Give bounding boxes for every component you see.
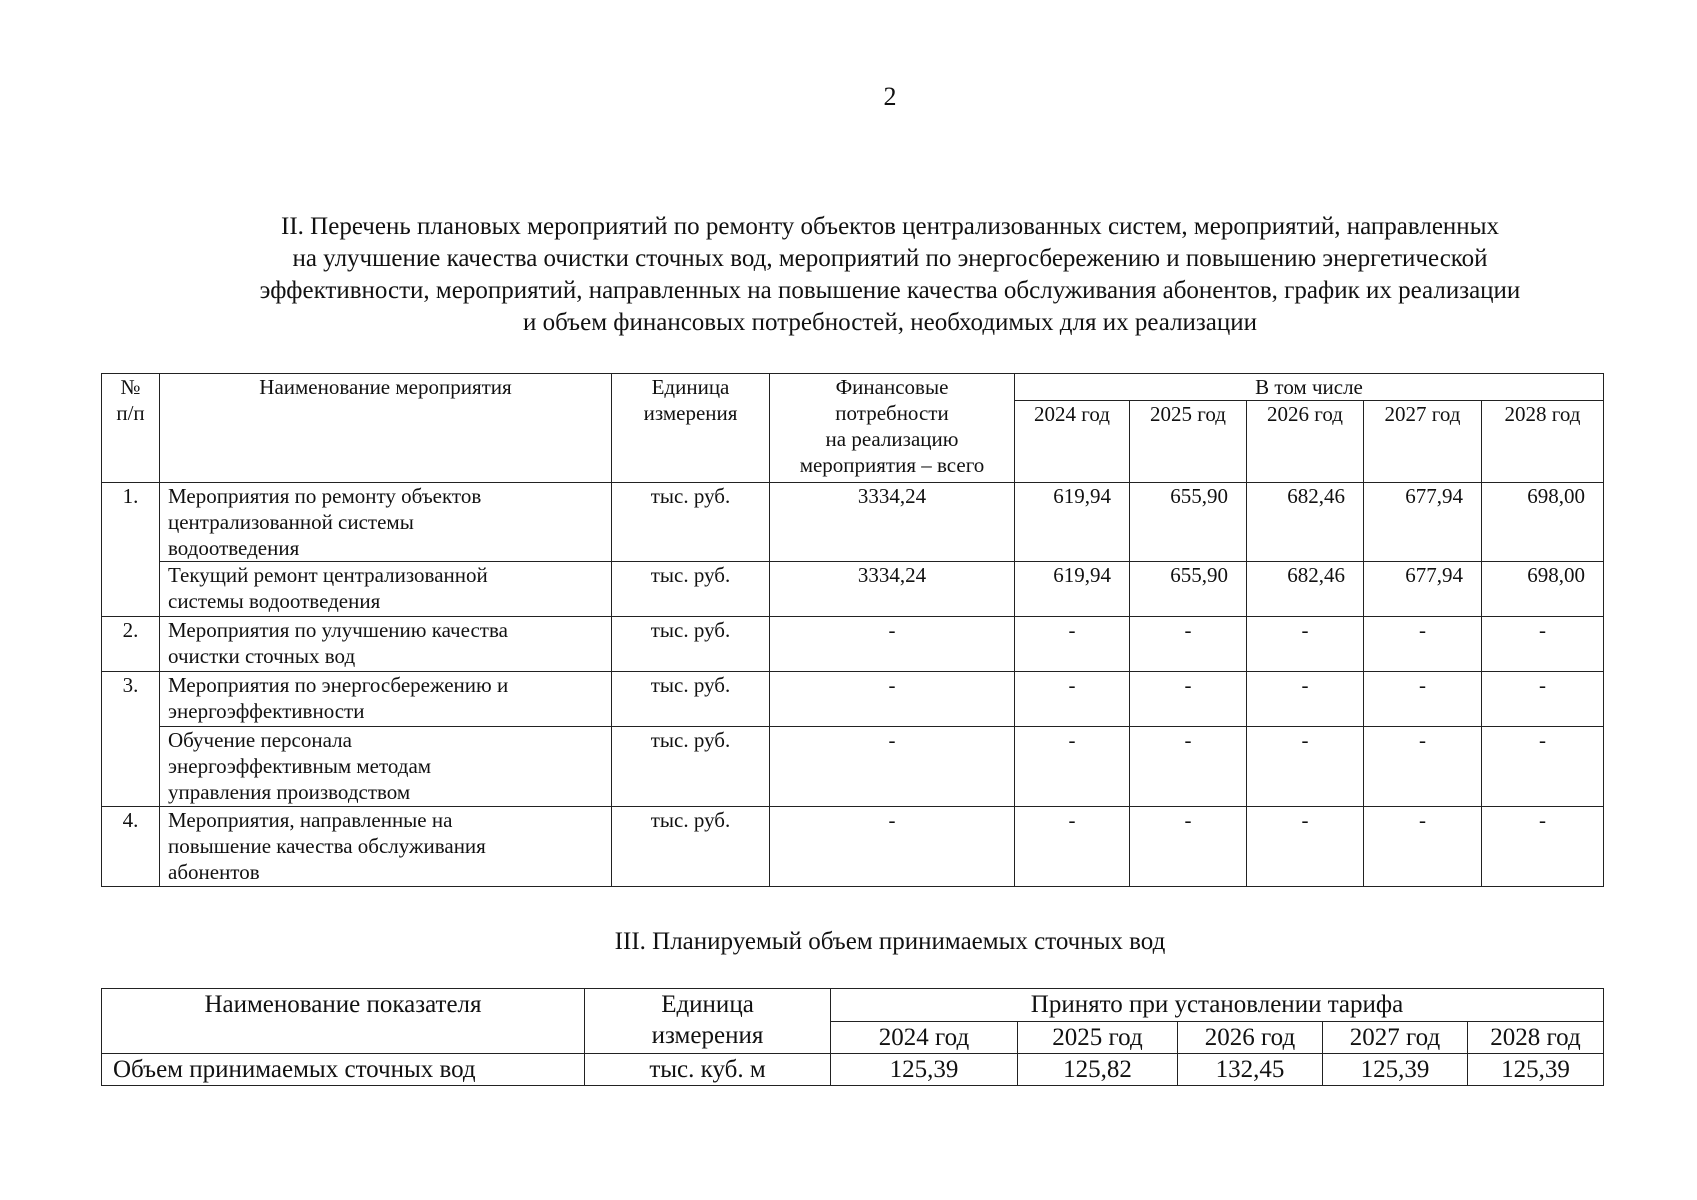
row-total: 3334,24 — [770, 562, 1015, 617]
row-num: 3. — [102, 672, 160, 807]
table-row — [102, 617, 1604, 672]
row-year-value: - — [1364, 727, 1482, 807]
row-unit: тыс. руб. — [612, 483, 770, 562]
row-year-value: 698,00 — [1482, 483, 1604, 562]
header-year: 2026 год — [1247, 401, 1364, 483]
header-year: 2027 год — [1323, 1022, 1468, 1054]
wastewater-volume-table — [101, 988, 1604, 1086]
header-including: В том числе — [1015, 374, 1604, 401]
row-year-value: - — [1130, 672, 1247, 727]
row-year-value: - — [1130, 727, 1247, 807]
row-year-value: 655,90 — [1130, 562, 1247, 617]
row-year-value: - — [1364, 807, 1482, 887]
header-unit-line: измерения — [643, 401, 738, 425]
table-row — [102, 727, 1604, 807]
table-row — [102, 483, 1604, 562]
header-year: 2024 год — [831, 1022, 1018, 1054]
row-total: - — [770, 672, 1015, 727]
row-value: 125,39 — [1323, 1054, 1468, 1086]
row-year-value: - — [1482, 672, 1604, 727]
row-year-value: - — [1015, 727, 1130, 807]
row-total: - — [770, 807, 1015, 887]
header-fin-line: Финансовые — [835, 375, 949, 399]
header-year: 2028 год — [1468, 1022, 1604, 1054]
header-unit — [585, 989, 831, 1054]
row-year-value: - — [1247, 672, 1364, 727]
row-name-line: управления производством — [168, 780, 411, 804]
header-indicator: Наименование показателя — [102, 989, 585, 1054]
row-unit: тыс. куб. м — [585, 1054, 831, 1086]
row-name-line: водоотведения — [168, 536, 300, 560]
row-year-value: - — [1130, 807, 1247, 887]
header-unit-line: Единица — [661, 991, 754, 1018]
row-name-line: повышение качества обслуживания — [168, 834, 486, 858]
row-year-value: - — [1247, 807, 1364, 887]
row-year-value: 682,46 — [1247, 562, 1364, 617]
header-unit-line: Единица — [651, 375, 730, 399]
row-year-value: - — [1015, 617, 1130, 672]
row-name — [160, 807, 612, 887]
row-year-value: 677,94 — [1364, 562, 1482, 617]
row-total: - — [770, 727, 1015, 807]
section3-title: III. Планируемый объем принимаемых сточных вод — [614, 928, 1166, 955]
row-name-line: Мероприятия, направленные на — [168, 808, 453, 832]
header-year: 2027 год — [1364, 401, 1482, 483]
table-row — [102, 807, 1604, 887]
header-year: 2028 год — [1482, 401, 1604, 483]
row-name — [160, 562, 612, 617]
header-num-line: № — [120, 375, 141, 399]
row-year-value: 655,90 — [1130, 483, 1247, 562]
header-year: 2025 год — [1130, 401, 1247, 483]
row-num: 4. — [102, 807, 160, 887]
title-line: эффективности, мероприятий, направленных на повышение качества обслуживания абонентов, график их реализации — [259, 277, 1521, 304]
row-name-line: Мероприятия по энергосбережению и — [168, 673, 509, 697]
header-year: 2025 год — [1018, 1022, 1178, 1054]
header-fin-line: мероприятия – всего — [799, 453, 985, 477]
title-line: и объем финансовых потребностей, необходимых для их реализации — [522, 309, 1258, 336]
row-name-line: системы водоотведения — [168, 589, 381, 613]
row-year-value: 619,94 — [1015, 562, 1130, 617]
title-line: на улучшение качества очистки сточных вод, мероприятий по энергосбережению и повышению энергетической — [292, 245, 1488, 272]
row-year-value: - — [1015, 807, 1130, 887]
row-name-line: энергоэффективности — [168, 699, 365, 723]
row-unit: тыс. руб. — [612, 672, 770, 727]
row-name-line: абонентов — [168, 860, 260, 884]
row-name-line: Мероприятия по ремонту объектов — [168, 484, 482, 508]
activities-table — [101, 373, 1604, 887]
row-total: 3334,24 — [770, 483, 1015, 562]
header-num-line: п/п — [116, 401, 145, 425]
row-num: 2. — [102, 617, 160, 672]
section2-title — [100, 211, 1680, 339]
row-year-value: - — [1130, 617, 1247, 672]
header-fin-line: на реализацию — [825, 427, 959, 451]
row-num: 1. — [102, 483, 160, 617]
row-name-line: централизованной системы — [168, 510, 414, 534]
row-name: Объем принимаемых сточных вод — [102, 1054, 585, 1086]
row-year-value: - — [1015, 672, 1130, 727]
header-financial-needs — [770, 374, 1015, 483]
row-year-value: 698,00 — [1482, 562, 1604, 617]
row-unit: тыс. руб. — [612, 562, 770, 617]
row-name-line: очистки сточных вод — [168, 644, 356, 668]
row-year-value: 619,94 — [1015, 483, 1130, 562]
row-name — [160, 483, 612, 562]
row-year-value: - — [1247, 727, 1364, 807]
row-unit: тыс. руб. — [612, 807, 770, 887]
row-name-line: Обучение персонала — [168, 728, 352, 752]
row-year-value: - — [1364, 672, 1482, 727]
table-row — [102, 672, 1604, 727]
row-total: - — [770, 617, 1015, 672]
row-unit: тыс. руб. — [612, 617, 770, 672]
row-value: 125,39 — [1468, 1054, 1604, 1086]
row-year-value: - — [1364, 617, 1482, 672]
row-name — [160, 727, 612, 807]
row-unit: тыс. руб. — [612, 727, 770, 807]
table-row — [102, 1054, 1604, 1086]
header-fin-line: потребности — [835, 401, 949, 425]
row-year-value: 677,94 — [1364, 483, 1482, 562]
row-year-value: - — [1482, 807, 1604, 887]
row-value: 125,39 — [831, 1054, 1018, 1086]
header-year: 2024 год — [1015, 401, 1130, 483]
row-name-line: Мероприятия по улучшению качества — [168, 618, 508, 642]
row-value: 132,45 — [1178, 1054, 1323, 1086]
header-activity-name: Наименование мероприятия — [160, 374, 612, 483]
row-name-line: Текущий ремонт централизованной — [168, 563, 488, 587]
row-year-value: - — [1482, 727, 1604, 807]
row-name-line: энергоэффективным методам — [168, 754, 432, 778]
header-unit — [612, 374, 770, 483]
row-year-value: - — [1247, 617, 1364, 672]
header-unit-line: измерения — [651, 1022, 764, 1049]
table-row — [102, 562, 1604, 617]
row-year-value: 682,46 — [1247, 483, 1364, 562]
header-accepted-tariff: Принято при установлении тарифа — [831, 989, 1604, 1022]
page-number: 2 — [883, 82, 897, 111]
header-year: 2026 год — [1178, 1022, 1323, 1054]
row-value: 125,82 — [1018, 1054, 1178, 1086]
header-num — [102, 374, 160, 483]
title-line: II. Перечень плановых мероприятий по ремонту объектов централизованных систем, мероприятий, направленных — [281, 213, 1499, 240]
row-name — [160, 672, 612, 727]
row-name — [160, 617, 612, 672]
row-year-value: - — [1482, 617, 1604, 672]
